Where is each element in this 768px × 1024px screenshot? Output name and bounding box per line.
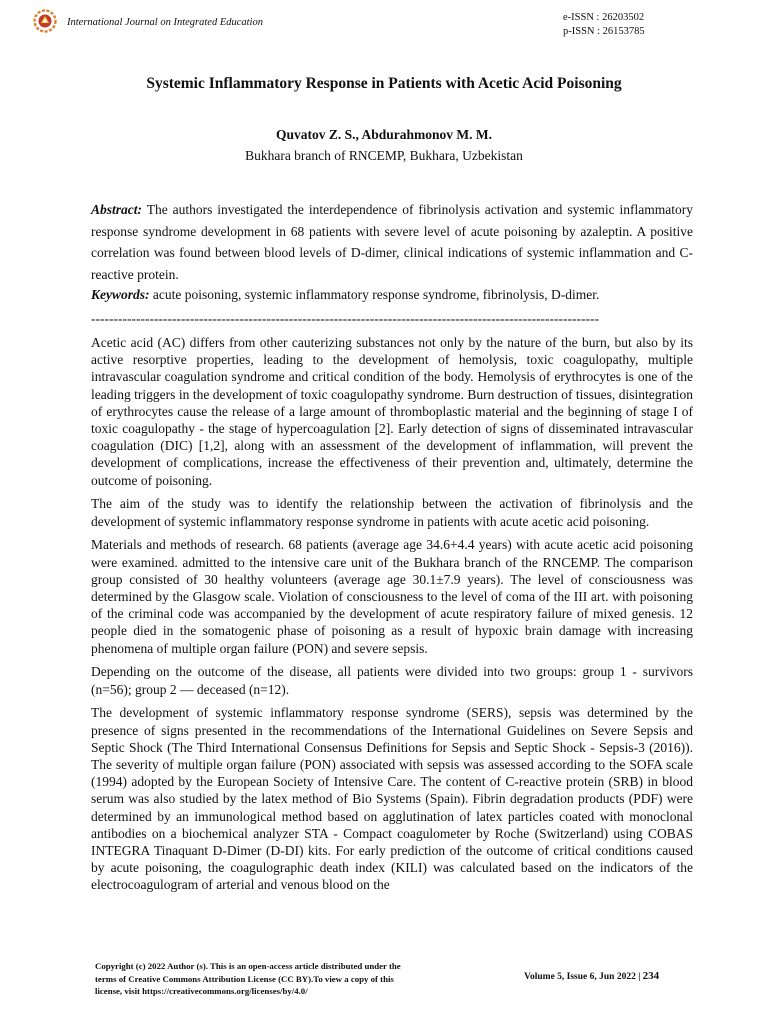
pissn: p-ISSN : 26153785	[563, 26, 645, 37]
copyright-line-3: license, visit https://creativecommons.org/licenses/by/4.0/	[95, 986, 308, 996]
paper-authors: Quvatov Z. S., Abdurahmonov M. M.	[275, 127, 493, 142]
paper-affiliation: Bukhara branch of RNCEMP, Bukhara, Uzbekistan	[245, 148, 523, 163]
keywords-label: Keywords:	[91, 287, 150, 302]
journal-name: International Journal on Integrated Education	[67, 17, 263, 28]
abstract-text: The authors investigated the interdependence of fibrinolysis activation and systemic inflammatory response syndrome development in 68 patients with severe level of acute poisoning by azaleptin. A positive correlation was found between blood levels of D-dimer, clinical indications of systemic inflammation and C-reactive protein.	[91, 202, 693, 282]
issn-block	[563, 11, 645, 39]
page-number: 234	[642, 970, 660, 982]
eissn: e-ISSN : 26203502	[563, 12, 645, 23]
page-footer-info	[524, 970, 659, 982]
volume-info: Volume 5, Issue 6, Jun 2022 |	[524, 972, 641, 982]
copyright-line-1: Copyright (c) 2022 Author (s). This is an open-access article distributed under the	[95, 961, 401, 971]
keywords-text: acute poisoning, systemic inflammatory response syndrome, fibrinolysis, D-dimer.	[152, 287, 600, 302]
body-text	[91, 334, 693, 900]
paragraph-4: Depending on the outcome of the disease, all patients were divided into two groups: group 1 - survivors (n=56); group 2 — deceased (n=12).	[91, 664, 693, 697]
copyright-line-2: terms of Creative Commons Attribution License (CC BY).To view a copy of this	[95, 973, 394, 984]
page-header	[0, 0, 768, 50]
paragraph-1: Acetic acid (AC) differs from other cauterizing substances not only by the nature of the burn, but also by its active resorptive properties, leading to the development of hemolysis, toxic coagulopathy, multiple intravascular coagulation syndrome and critical condition of the body. Hemolysis of erythrocytes is one of the leading triggers in the development of toxic coagulopathy syndrome. Burn destruction of tissues, disintegration of erythrocytes cause the release of a large amount of thromboplastic material and the beginning of stage I of toxic coagulopathy - the stage of hypercoagulation [2]. Early detection of signs of disseminated intravascular coagulation (DIC) [1,2], along with an assessment of the development of inflammation, will prevent the development of complications, increase the effectiveness of their prevention and, ultimately, determine the outcome of poisoning.	[91, 335, 693, 488]
copyright-notice	[95, 960, 470, 998]
keywords	[91, 285, 693, 304]
paragraph-5: The development of systemic inflammatory response syndrome (SERS), sepsis was determined by the presence of signs presented in the recommendations of the International Guidelines on Severe Sepsis and Septic Shock (The Third International Consensus Definitions for Sepsis and Septic Shock - Sepsis-3 (2016)). The severity of multiple organ failure (PON) associated with sepsis was assessed according to the SOFA scale (1994) adopted by the European Society of Intensive Care. The content of C-reactive protein (SRB) in blood serum was also studied by the latex method of Bio Systems (Spain). Fibrin degradation products (PDF) were determined by an immunological method based on agglutination of latex particles coated with monoclonal antibodies on a biochemical analyzer STA - Compact coagulometer by Roche (Switzerland) using COBAS INTEGRA Tinaquant D-Dimer (D-DI) kits. For early prediction of the outcome of critical conditions caused by acute poisoning, the coagulographic death index (KILI) was calculated based on the indicators of the electrocoagulogram of arterial and venous blood on the	[91, 705, 693, 893]
abstract	[91, 199, 693, 285]
paragraph-3: Materials and methods of research. 68 patients (average age 34.6+4.4 years) with acute acetic acid poisoning were examined. admitted to the intensive care unit of the Bukhara branch of the RNCEMP. The comparison group consisted of 30 healthy volunteers (average age 30.1±7.9 years). The level of consciousness was determined by the Glasgow scale. Violation of consciousness to the level of coma of the III art. with poisoning of the criminal code was accompanied by the development of acute respiratory failure of mixed genesis. 12 people died in the somatogenic phase of poisoning as a result of hypoxic brain damage with increasing phenomena of multiple organ failure (PON) and severe sepsis.	[91, 537, 693, 656]
paper-title: Systemic Inflammatory Response in Patients with Acetic Acid Poisoning	[146, 75, 622, 92]
section-divider: -----------------------------------------------------------------------------------------------------------------	[91, 312, 600, 326]
paragraph-2: The aim of the study was to identify the relationship between the activation of fibrinolysis and the development of systemic inflammatory response syndrome in patients with acute acetic acid poisoning.	[91, 496, 693, 529]
abstract-label: Abstract:	[91, 202, 143, 217]
journal-logo-icon	[33, 9, 57, 33]
